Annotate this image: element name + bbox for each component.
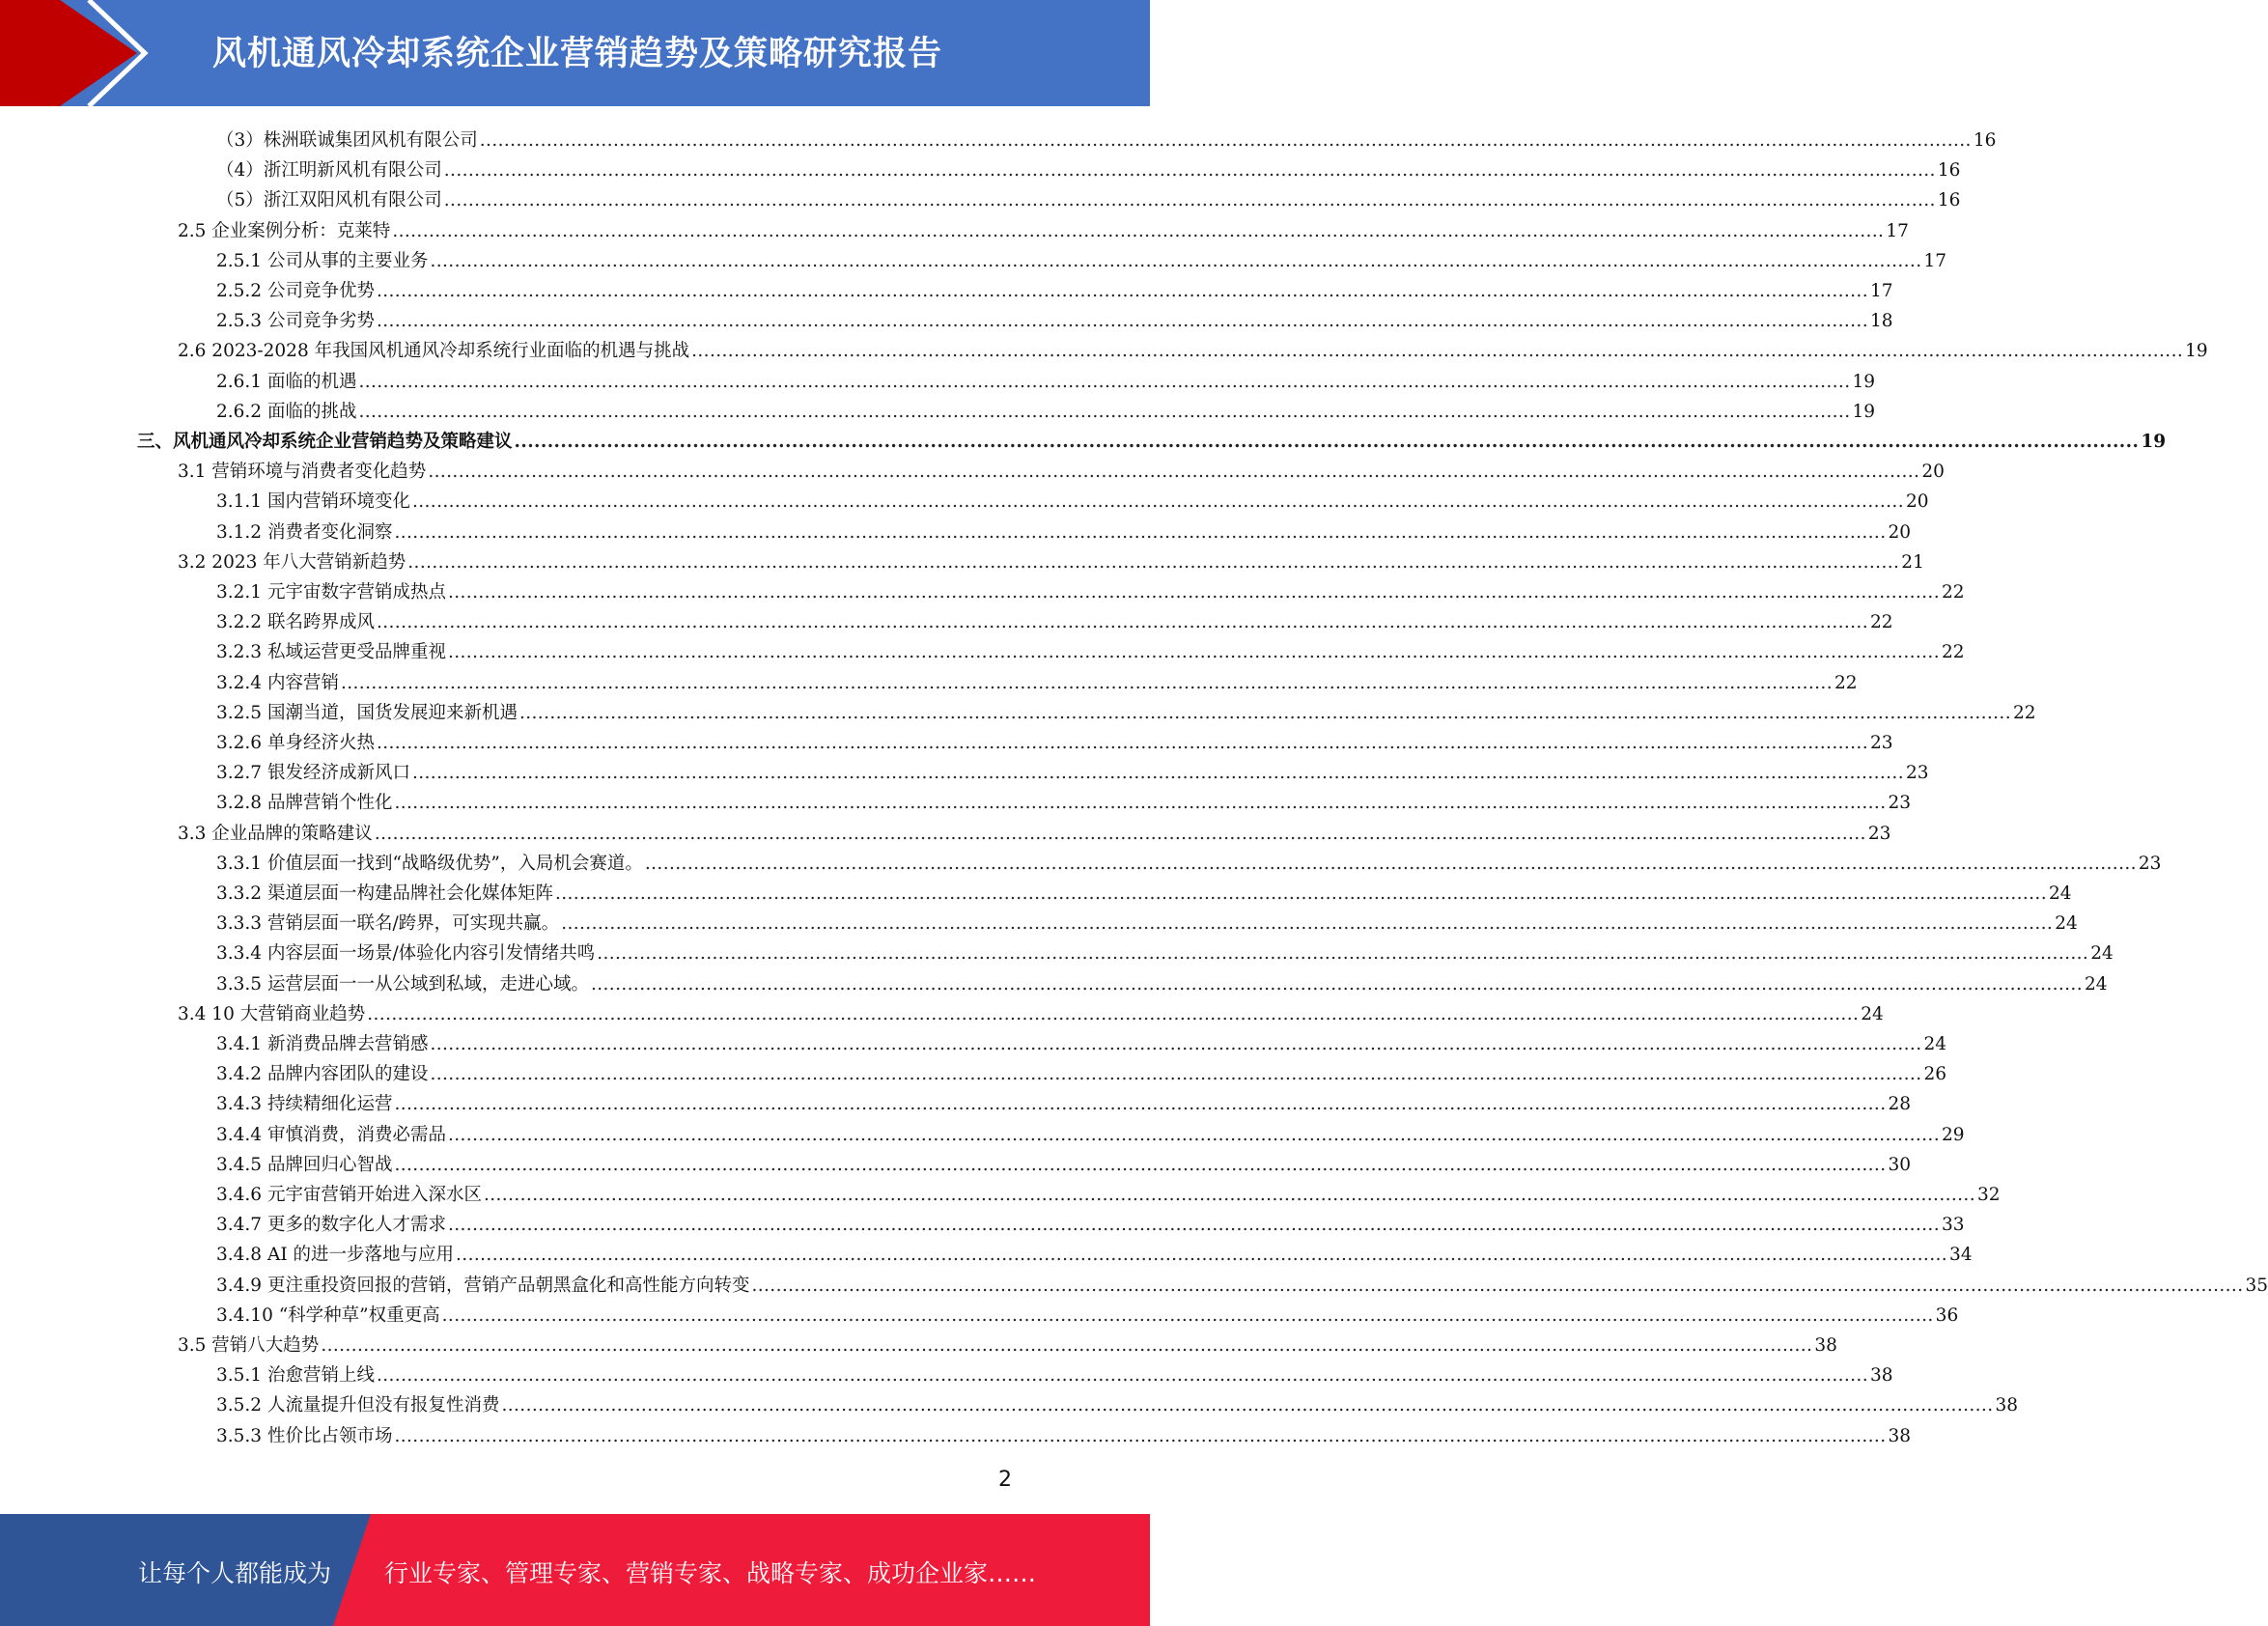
toc-leader-dots: ......................................................................................................................................................................................................................................................	[590, 973, 2083, 995]
toc-leader-dots: ......................................................................................................................................................................................................................................................	[447, 1124, 1940, 1145]
toc-entry-label: 3.5.2 人流量提升但没有报复性消费	[216, 1395, 500, 1416]
toc-entry-label: （4）浙江明新风机有限公司	[216, 160, 442, 182]
toc-entry[interactable]	[216, 936, 2114, 966]
toc-entry[interactable]	[216, 755, 1929, 785]
toc-leader-dots: ......................................................................................................................................................................................................................................................	[441, 1304, 1934, 1326]
toc-entry[interactable]	[178, 816, 1891, 846]
toc-entry-label: 3.4.6 元宇宙营销开始进入深水区	[216, 1185, 482, 1205]
toc-leader-dots: ......................................................................................................................................................................................................................................................	[340, 672, 1833, 693]
toc-entry-page: 20	[1888, 521, 1912, 543]
toc-entry-page: 23	[1888, 793, 1912, 814]
toc-leader-dots: ......................................................................................................................................................................................................................................................	[447, 582, 1940, 603]
toc-leader-dots: ......................................................................................................................................................................................................................................................	[376, 612, 1868, 633]
toc-entry-page: 23	[2138, 853, 2162, 874]
toc-entry-label: 3.2.2 联名跨界成风	[216, 612, 375, 633]
toc-entry-page: 32	[1977, 1185, 2001, 1205]
toc-entry-label: 2.6.1 面临的机遇	[216, 371, 357, 392]
toc-entry[interactable]	[216, 515, 1912, 545]
toc-leader-dots: ......................................................................................................................................................................................................................................................	[411, 763, 1904, 784]
toc-leader-dots: ......................................................................................................................................................................................................................................................	[456, 1245, 1948, 1266]
toc-entry[interactable]	[216, 1388, 2019, 1417]
toc-entry-page: 17	[1923, 250, 1947, 271]
toc-leader-dots: ......................................................................................................................................................................................................................................................	[430, 1034, 1922, 1054]
toc-entry-label: 2.5.3 公司竞争劣势	[216, 311, 375, 332]
toc-leader-dots: ......................................................................................................................................................................................................................................................	[358, 371, 1851, 392]
toc-entry-page: 19	[1852, 371, 1876, 392]
toc-leader-dots: ......................................................................................................................................................................................................................................................	[597, 943, 2089, 965]
toc-entry-page: 16	[1973, 130, 1997, 151]
toc-entry-label: 3.2.7 银发经济成新风口	[216, 763, 410, 784]
toc-entry-page: 38	[1888, 1425, 1912, 1446]
toc-entry[interactable]	[216, 695, 2036, 725]
toc-leader-dots: ......................................................................................................................................................................................................................................................	[428, 462, 1920, 483]
toc-entry-label: 3.3.4 内容层面一场景/体验化内容引发情绪共鸣	[216, 943, 596, 965]
toc-entry[interactable]	[178, 333, 2208, 363]
toc-entry-page: 28	[1888, 1094, 1912, 1115]
toc-leader-dots: ......................................................................................................................................................................................................................................................	[376, 311, 1868, 332]
toc-entry[interactable]	[216, 1207, 1965, 1237]
toc-entry-label: 3.4.2 品牌内容团队的建设	[216, 1064, 429, 1085]
page-number: 2	[998, 1468, 1012, 1492]
toc-entry-label: 2.5.1 公司从事的主要业务	[216, 250, 429, 271]
toc-entry-page: 24	[2049, 883, 2072, 904]
toc-entry-label: 3.2.3 私域运营更受品牌重视	[216, 642, 446, 663]
toc-leader-dots: ......................................................................................................................................................................................................................................................	[394, 1425, 1887, 1446]
toc-entry[interactable]	[216, 725, 1893, 755]
toc-entry[interactable]	[178, 1328, 1837, 1358]
toc-entry-page: 29	[1942, 1124, 1965, 1145]
toc-entry-page: 24	[2085, 973, 2108, 995]
toc-entry[interactable]	[137, 424, 2167, 454]
toc-entry[interactable]	[216, 906, 2078, 936]
toc-entry-label: 3.3.5 运营层面一一从公域到私域，走进心域。	[216, 973, 589, 995]
toc-entry[interactable]	[216, 1177, 2001, 1207]
toc-entry[interactable]	[178, 545, 1924, 575]
toc-leader-dots: ......................................................................................................................................................................................................................................................	[394, 793, 1887, 814]
toc-leader-dots: ......................................................................................................................................................................................................................................................	[376, 281, 1868, 301]
toc-leader-dots: ......................................................................................................................................................................................................................................................	[447, 1215, 1940, 1236]
header-arrow-shape	[0, 0, 137, 106]
toc-entry-page: 23	[1867, 823, 1891, 844]
toc-entry-page: 24	[1923, 1034, 1947, 1054]
toc-entry-page: 24	[1861, 1003, 1884, 1024]
toc-leader-dots: ......................................................................................................................................................................................................................................................	[644, 853, 2137, 874]
toc-entry-page: 21	[1901, 551, 1924, 573]
footer-tagline: 行业专家、管理专家、营销专家、战略专家、成功企业家……	[384, 1559, 1037, 1587]
toc-entry[interactable]	[216, 182, 1961, 212]
toc-entry[interactable]	[216, 604, 1893, 634]
toc-entry-label: 3.4 10 大营销商业趋势	[178, 1003, 366, 1024]
toc-entry[interactable]	[216, 1268, 2268, 1298]
toc-entry-page: 26	[1923, 1064, 1947, 1085]
document-title: 风机通风冷却系统企业营销趋势及策略研究报告	[212, 35, 943, 73]
toc-entry-label: 3.1 营销环境与消费者变化趋势	[178, 462, 427, 483]
toc-entry-label: （5）浙江双阳风机有限公司	[216, 190, 442, 211]
toc-entry[interactable]	[216, 1086, 1912, 1116]
toc-entry-label: 3.5.3 性价比占领市场	[216, 1425, 393, 1446]
toc-leader-dots: ......................................................................................................................................................................................................................................................	[394, 1094, 1887, 1115]
toc-leader-dots: ......................................................................................................................................................................................................................................................	[376, 1365, 1868, 1387]
toc-entry-page: 19	[2185, 341, 2208, 362]
toc-entry-label: 3.3.3 营销层面一联名/跨界，可实现共赢。	[216, 913, 560, 935]
toc-entry-label: 3.4.8 AI 的进一步落地与应用	[216, 1245, 455, 1266]
toc-entry-page: 17	[1886, 220, 1909, 241]
toc-leader-dots: ......................................................................................................................................................................................................................................................	[358, 401, 1851, 422]
toc-entry-page: 35	[2245, 1275, 2268, 1296]
toc-entry-page: 19	[2141, 432, 2167, 452]
toc-entry[interactable]	[216, 153, 1961, 182]
toc-leader-dots: ......................................................................................................................................................................................................................................................	[430, 250, 1922, 271]
toc-entry-label: 3.3 企业品牌的策略建议	[178, 823, 373, 844]
toc-leader-dots: ......................................................................................................................................................................................................................................................	[561, 913, 2054, 935]
toc-entry-page: 23	[1906, 763, 1929, 784]
toc-entry[interactable]	[216, 575, 1965, 604]
toc-entry[interactable]	[216, 1147, 1912, 1177]
toc-entry[interactable]	[216, 394, 1876, 424]
toc-entry-label: 3.3.1 价值层面一找到“战略级优势”，入局机会赛道。	[216, 853, 643, 874]
toc-entry[interactable]	[216, 1117, 1965, 1147]
toc-entry-page: 22	[1942, 642, 1965, 663]
toc-entry[interactable]	[178, 454, 1945, 484]
toc-entry-page: 30	[1888, 1154, 1912, 1175]
toc-entry[interactable]	[216, 243, 1947, 273]
toc-leader-dots: ......................................................................................................................................................................................................................................................	[501, 1395, 1994, 1416]
toc-entry-label: 三、风机通风冷却系统企业营销趋势及策略建议	[137, 432, 513, 452]
toc-entry[interactable]	[216, 484, 1929, 514]
toc-entry[interactable]	[216, 303, 1893, 333]
toc-entry-label: 3.1.2 消费者变化洞察	[216, 521, 393, 543]
toc-entry[interactable]	[216, 273, 1893, 303]
toc-entry-page: 16	[1937, 190, 1961, 211]
toc-entry[interactable]	[216, 1026, 1947, 1056]
toc-entry-label: 3.3.2 渠道层面一构建品牌社会化媒体矩阵	[216, 883, 553, 904]
toc-entry[interactable]	[216, 665, 1858, 695]
toc-entry-label: 2.6 2023-2028 年我国风机通风冷却系统行业面临的机遇与挑战	[178, 341, 690, 362]
page-footer	[0, 1514, 1150, 1626]
toc-leader-dots: ......................................................................................................................................................................................................................................................	[518, 702, 2011, 723]
toc-leader-dots: ......................................................................................................................................................................................................................................................	[321, 1335, 1813, 1356]
toc-entry[interactable]	[216, 846, 2162, 876]
toc-entry-page: 38	[1870, 1365, 1893, 1387]
toc-entry[interactable]	[216, 1237, 1973, 1267]
toc-leader-dots: ......................................................................................................................................................................................................................................................	[367, 1003, 1860, 1024]
toc-entry-label: 2.6.2 面临的挑战	[216, 401, 357, 422]
toc-entry-page: 36	[1935, 1304, 1959, 1326]
toc-entry-page: 38	[1814, 1335, 1837, 1356]
toc-entry-label: 3.2 2023 年八大营销新趋势	[178, 551, 406, 573]
toc-entry-label: 2.5.2 公司竞争优势	[216, 281, 375, 301]
page-header	[0, 0, 1150, 106]
toc-entry-page: 22	[1870, 612, 1893, 633]
toc-leader-dots: ......................................................................................................................................................................................................................................................	[394, 521, 1887, 543]
toc-entry[interactable]	[216, 634, 1965, 664]
toc-entry-page: 22	[1834, 672, 1858, 693]
toc-leader-dots: ......................................................................................................................................................................................................................................................	[514, 432, 2140, 452]
toc-leader-dots: ......................................................................................................................................................................................................................................................	[374, 823, 1866, 844]
toc-entry-label: 3.2.6 单身经济火热	[216, 733, 375, 753]
toc-entry-page: 24	[2090, 943, 2114, 965]
toc-entry[interactable]	[216, 967, 2108, 996]
toc-entry[interactable]	[216, 1418, 1912, 1448]
toc-entry-label: 3.4.7 更多的数字化人才需求	[216, 1215, 446, 1236]
toc-leader-dots: ......................................................................................................................................................................................................................................................	[407, 551, 1900, 573]
toc-leader-dots: ......................................................................................................................................................................................................................................................	[443, 190, 1936, 211]
toc-entry-label: 3.1.1 国内营销环境变化	[216, 491, 410, 513]
footer-slogan: 让每个人都能成为	[138, 1559, 332, 1587]
toc-entry[interactable]	[178, 996, 1884, 1026]
toc-entry-page: 38	[1995, 1395, 2019, 1416]
toc-entry[interactable]	[178, 213, 1909, 243]
toc-leader-dots: ......................................................................................................................................................................................................................................................	[447, 642, 1940, 663]
toc-entry-page: 22	[2013, 702, 2036, 723]
toc-entry-page: 20	[1906, 491, 1929, 513]
toc-entry-page: 23	[1870, 733, 1893, 753]
toc-entry-label: （3）株洲联诚集团风机有限公司	[216, 130, 478, 151]
toc-entry-page: 34	[1949, 1245, 1973, 1266]
toc-leader-dots: ......................................................................................................................................................................................................................................................	[479, 130, 1972, 151]
toc-entry-page: 19	[1852, 401, 1876, 422]
toc-entry-page: 20	[1921, 462, 1945, 483]
toc-entry-label: 3.4.1 新消费品牌去营销感	[216, 1034, 429, 1054]
toc-entry-label: 3.2.8 品牌营销个性化	[216, 793, 393, 814]
toc-entry[interactable]	[216, 1056, 1947, 1086]
toc-entry-label: 3.4.9 更注重投资回报的营销，营销产品朝黑盒化和高性能方向转变	[216, 1275, 750, 1296]
toc-entry-page: 16	[1937, 160, 1961, 182]
toc-leader-dots: ......................................................................................................................................................................................................................................................	[751, 1275, 2244, 1296]
toc-leader-dots: ......................................................................................................................................................................................................................................................	[392, 220, 1885, 241]
toc-entry-page: 17	[1870, 281, 1893, 301]
toc-leader-dots: ......................................................................................................................................................................................................................................................	[430, 1064, 1922, 1085]
toc-entry[interactable]	[216, 1358, 1893, 1388]
toc-entry-label: 3.5.1 治愈营销上线	[216, 1365, 375, 1387]
toc-entry[interactable]	[216, 876, 2072, 906]
toc-leader-dots: ......................................................................................................................................................................................................................................................	[376, 733, 1868, 753]
toc-entry-page: 33	[1942, 1215, 1965, 1236]
toc-entry[interactable]	[216, 123, 1997, 153]
toc-entry-label: 3.4.5 品牌回归心智战	[216, 1154, 393, 1175]
toc-leader-dots: ......................................................................................................................................................................................................................................................	[483, 1185, 1975, 1205]
toc-entry-page: 18	[1870, 311, 1893, 332]
toc-leader-dots: ......................................................................................................................................................................................................................................................	[691, 341, 2184, 362]
toc-leader-dots: ......................................................................................................................................................................................................................................................	[443, 160, 1936, 182]
toc-entry-page: 22	[1942, 582, 1965, 603]
toc-entry-label: 3.5 营销八大趋势	[178, 1335, 320, 1356]
toc-entry-label: 3.4.4 审慎消费，消费必需品	[216, 1124, 446, 1145]
toc-leader-dots: ......................................................................................................................................................................................................................................................	[554, 883, 2047, 904]
toc-entry-label: 2.5 企业案例分析：克莱特	[178, 220, 391, 241]
toc-entry-label: 3.2.4 内容营销	[216, 672, 339, 693]
toc-entry-label: 3.2.1 元宇宙数字营销成热点	[216, 582, 446, 603]
toc-entry[interactable]	[216, 1298, 1959, 1328]
toc-leader-dots: ......................................................................................................................................................................................................................................................	[411, 491, 1904, 513]
toc-entry-label: 3.4.10 “科学种草”权重更高	[216, 1304, 440, 1326]
toc-leader-dots: ......................................................................................................................................................................................................................................................	[394, 1154, 1887, 1175]
toc-entry[interactable]	[216, 785, 1912, 815]
toc-entry[interactable]	[216, 364, 1876, 394]
toc-entry-label: 3.2.5 国潮当道，国货发展迎来新机遇	[216, 702, 518, 723]
toc-entry-label: 3.4.3 持续精细化运营	[216, 1094, 393, 1115]
toc-entry-page: 24	[2055, 913, 2078, 935]
